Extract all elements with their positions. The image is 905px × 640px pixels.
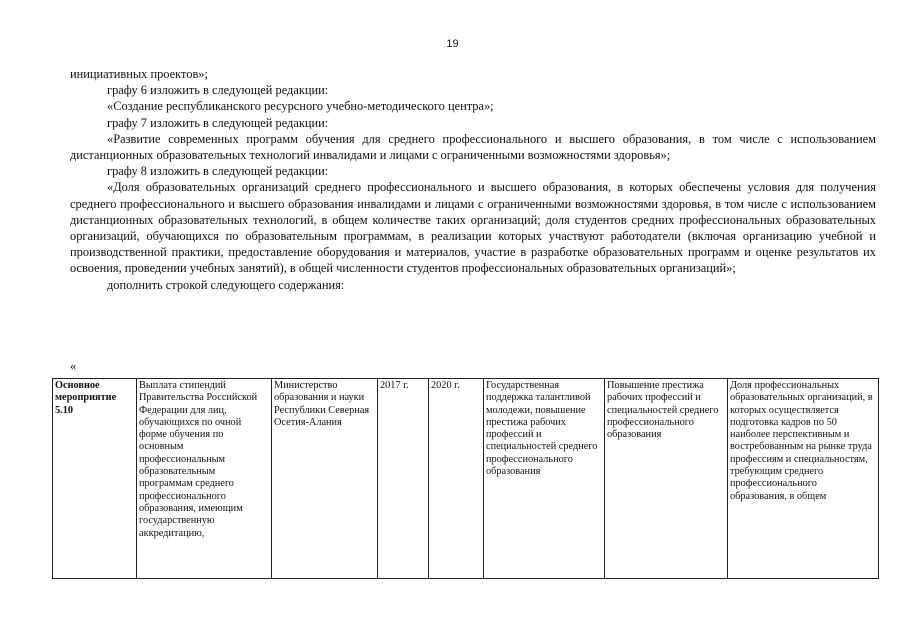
measure-code-cell: Основное мероприятие 5.10 [53,379,137,579]
measures-table [52,378,879,579]
executor-cell: Министерство образования и науки Республики Северная Осетия-Алания [272,379,378,579]
paragraph: инициативных проектов»; [70,67,208,81]
measure-name-cell: Выплата стипендий Правительства Российской Федерации для лиц, обучающихся по очной форме обучения по основным профессиональным образовательным программам среднего профессионального образования, имеющим государственную аккредитацию, [137,379,272,579]
indicator-cell: Доля профессиональных образовательных организаций, в которых осуществляется подготовка кадров по 50 наиболее перспективным и востребованным на рынке труда профессиям и специальностям, требующим среднего профессионального образования, в общем [728,379,879,579]
start-year-cell: 2017 г. [378,379,429,579]
open-quote: « [70,359,77,373]
paragraph: «Развитие современных программ обучения для среднего профессионального и высшего образования, в том числе с использованием дистанционных образовательных технологий инвалидами и лицами с ограниченными возможностями здоровья»; [70,131,876,163]
paragraph: дополнить строкой следующего содержания: [107,277,345,292]
end-year-cell: 2020 г. [429,379,484,579]
table-row [53,379,879,579]
body-text [70,66,876,293]
paragraph: «Создание республиканского ресурсного учебно-методического центра»; [107,99,494,114]
page-number: 19 [446,38,459,50]
paragraph: «Доля образовательных организаций среднего профессионального и высшего образования, в которых обеспечены условия для получения среднего профессионального и высшего образования инвалидами и лицами с ограниченными возможностями здоровья, в том числе с использованием дистанционных образовательных технологий, в общем количестве таких организаций; доля студентов средних профессиональных образовательных организаций, обучающихся по образовательным программам, в реализации которых участвуют работодатели (включая организацию учебной и производственной практики, предоставление оборудования и материалов, участие в разработке образовательных программ и оценке результатов их освоения, проведении учебных занятий), в общей численности студентов профессиональных образовательных организаций»; [70,180,876,276]
paragraph: графу 6 изложить в следующей редакции: [107,83,329,98]
paragraph: графу 7 изложить в следующей редакции: [107,115,329,130]
consequence-cell: Повышение престижа рабочих профессий и специальностей среднего профессионального образования [605,379,728,579]
expected-result-cell: Государственная поддержка талантливой молодежи, повышение престижа рабочих профессий и специальностей среднего профессионального образования [484,379,605,579]
paragraph: графу 8 изложить в следующей редакции: [107,164,329,179]
